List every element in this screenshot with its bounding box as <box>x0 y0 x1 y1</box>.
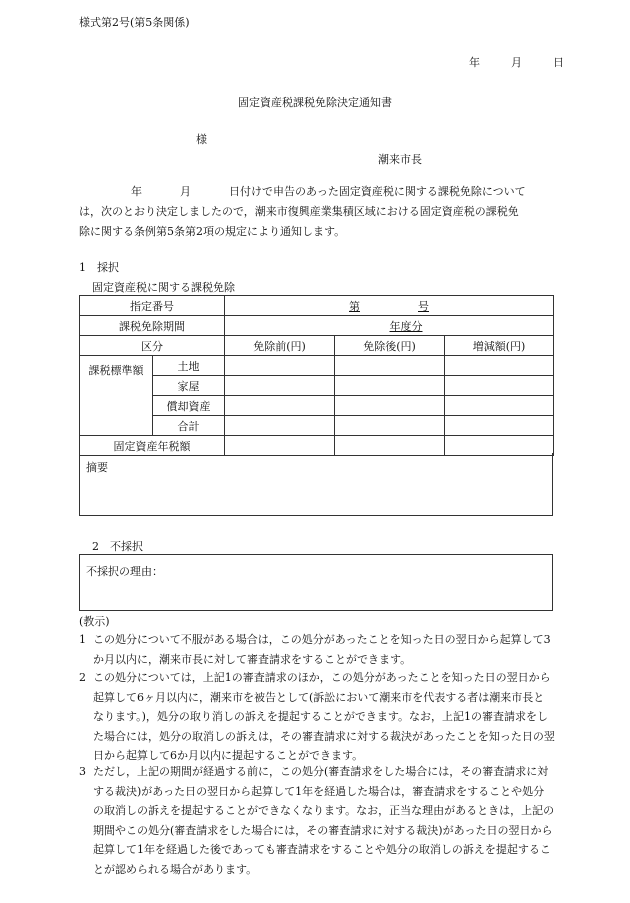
table-row <box>80 296 554 316</box>
date-line <box>469 54 564 70</box>
row-label-total: 合計 <box>153 416 225 436</box>
rejection-reason-box <box>79 554 553 611</box>
cell-assets-after <box>335 396 445 416</box>
cell-land-after <box>335 356 445 376</box>
notification-body <box>79 182 553 242</box>
body-line-3: 除に関する条例第5条第2項の規定により通知します。 <box>79 225 346 238</box>
cell-total-before <box>225 416 335 436</box>
notice-heading: (教示) <box>79 615 110 628</box>
cell-house-before <box>225 376 335 396</box>
body-month-label: 月 <box>180 185 191 198</box>
row-label-depreciable-assets: 償却資産 <box>153 396 225 416</box>
rejection-reason-label: 不採択の理由： <box>86 565 163 578</box>
body-line-1-text: 日付けで申告のあった固定資産税に関する課税免除について <box>229 185 526 198</box>
notice-item-2 <box>79 668 555 766</box>
period-label: 課税免除期間 <box>80 316 225 336</box>
designation-prefix: 第 <box>349 299 360 313</box>
section-2-heading: 2 不採択 <box>92 540 143 553</box>
column-header-before: 免除前(円) <box>225 336 335 356</box>
tax-exemption-table <box>79 295 554 456</box>
cell-house-difference <box>445 376 554 396</box>
addressee-suffix: 様 <box>196 133 207 146</box>
notice-item-3-text: ただし，上記の期間が経過する前に，この処分(審査請求をした場合には，その審査請求に対する裁決)があった日の翌日から起算して1年を経過した場合は，審査請求をすることや処分の取消しの訴えを提起することができなくなります。なお，正当な理由があるときは，上記の期間やこの処分(審査請求をした場合には，その審査請求に対する裁決)があった日の翌日から起算して1年を経過した後であっても審査請求をすることや処分の取消しの訴えを提起することが認められる場合があります。 <box>93 765 555 876</box>
notice-item-2-text: この処分については，上記1の審査請求のほか，この処分があったことを知った日の翌日から起算して6ヶ月以内に，潮来市を被告として(訴訟において潮来市を代表する者は潮来市長となります。)，処分の取り消しの訴えを提起することができます。なお，上記1の審査請求をした場合には，処分の取消しの訴えは，その審査請求に対する裁決があったことを知った日の翌日から起算して6か月以内に提起することができます。 <box>93 671 555 762</box>
table-row <box>80 336 554 356</box>
annual-tax-label: 固定資産年税額 <box>80 436 225 456</box>
date-day-label: 日 <box>553 56 564 69</box>
summary-label: 摘要 <box>86 461 108 474</box>
column-header-difference: 増減額(円) <box>445 336 554 356</box>
cell-assets-difference <box>445 396 554 416</box>
date-year-label: 年 <box>469 56 480 69</box>
body-line-1 <box>79 182 553 202</box>
cell-assets-before <box>225 396 335 416</box>
row-label-land: 土地 <box>153 356 225 376</box>
cell-land-difference <box>445 356 554 376</box>
standard-amount-label: 課税標準額 <box>80 356 153 436</box>
column-header-after: 免除後(円) <box>335 336 445 356</box>
row-label-house: 家屋 <box>153 376 225 396</box>
table-row <box>80 316 554 336</box>
body-line-2: は，次のとおり決定しましたので，潮来市復興産業集積区域における固定資産税の課税免 <box>79 205 519 218</box>
period-value: 年度分 <box>389 319 423 333</box>
cell-house-after <box>335 376 445 396</box>
designation-number-cell <box>225 296 554 316</box>
notice-item-1-text: この処分について不服がある場合は，この処分があったことを知った日の翌日から起算して3か月以内に，潮来市長に対して審査請求をすることができます。 <box>93 633 551 666</box>
cell-land-before <box>225 356 335 376</box>
period-cell <box>225 316 554 336</box>
category-label: 区分 <box>80 336 225 356</box>
cell-total-difference <box>445 416 554 436</box>
body-year-label: 年 <box>131 185 142 198</box>
period-underline <box>356 320 423 333</box>
form-number: 様式第2号(第5条関係) <box>79 16 190 29</box>
designation-number-underline <box>349 300 429 313</box>
notice-item-3 <box>79 762 555 879</box>
designation-suffix: 号 <box>418 299 429 313</box>
notice-item-2-number: 2 <box>79 671 86 684</box>
notice-item-1-number: 1 <box>79 633 86 646</box>
document-title: 固定資産税課税免除決定通知書 <box>238 96 392 109</box>
summary-box <box>79 453 553 516</box>
designation-label: 指定番号 <box>80 296 225 316</box>
section-1-heading: 1 採択 <box>79 261 119 274</box>
cell-total-after <box>335 416 445 436</box>
issuer-name: 潮来市長 <box>378 153 422 166</box>
notice-item-3-number: 3 <box>79 765 86 778</box>
table-row <box>80 356 554 376</box>
date-month-label: 月 <box>511 56 522 69</box>
notice-item-1 <box>79 630 555 669</box>
section-1-subheading: 固定資産税に関する課税免除 <box>92 281 235 294</box>
